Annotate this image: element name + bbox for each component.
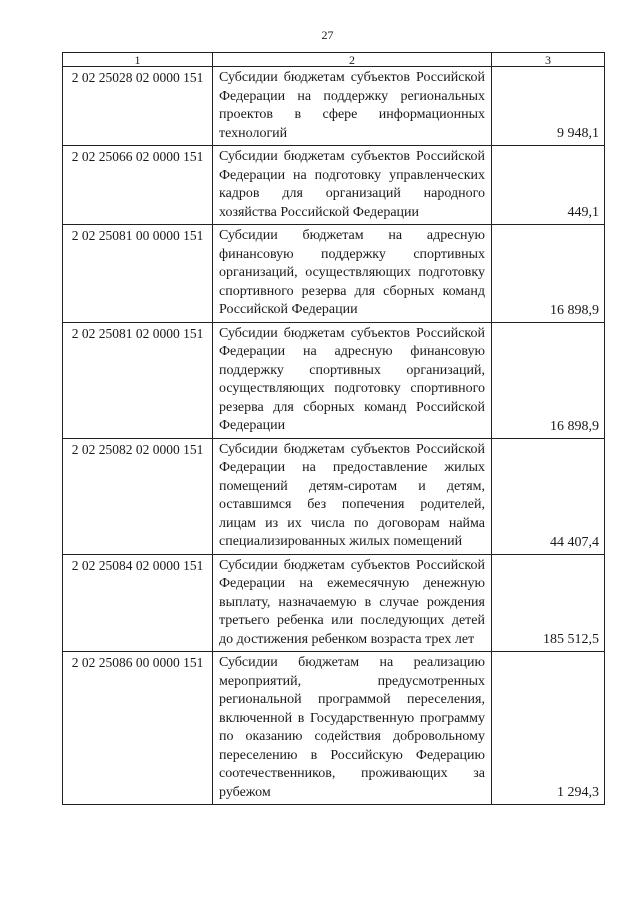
column-number-2: 2 — [213, 53, 492, 67]
table-row — [63, 225, 605, 323]
budget-code: 2 02 25084 02 0000 151 — [63, 554, 213, 652]
row-amount: 185 512,5 — [492, 554, 605, 652]
budget-table — [62, 52, 605, 805]
row-description: Субсидии бюджетам субъектов Российской Федерации на адресную финансовую поддержку спортивных организаций, осуществляющих подготовку спортивного резерва для сборных команд Российской Федерации — [213, 322, 492, 438]
page-number: 27 — [321, 28, 334, 42]
row-amount: 449,1 — [492, 146, 605, 225]
table-row — [63, 322, 605, 438]
column-number-1: 1 — [63, 53, 213, 67]
budget-code: 2 02 25082 02 0000 151 — [63, 438, 213, 554]
budget-code: 2 02 25066 02 0000 151 — [63, 146, 213, 225]
table-header-row — [63, 53, 605, 67]
row-description: Субсидии бюджетам субъектов Российской Федерации на подготовку управленческих кадров для организаций народного хозяйства Российской Федерации — [213, 146, 492, 225]
row-description: Субсидии бюджетам субъектов Российской Федерации на поддержку региональных проектов в сфере информационных технологий — [213, 67, 492, 146]
table-row — [63, 67, 605, 146]
budget-code: 2 02 25028 02 0000 151 — [63, 67, 213, 146]
row-amount: 9 948,1 — [492, 67, 605, 146]
row-description: Субсидии бюджетам на реализацию мероприятий, предусмотренных региональной программой переселения, включенной в Государственную программу по оказанию содействия добровольному переселению в Российскую Федерацию соотечественников, проживающих за рубежом — [213, 652, 492, 805]
budget-code: 2 02 25081 00 0000 151 — [63, 225, 213, 323]
table-row — [63, 554, 605, 652]
row-description: Субсидии бюджетам субъектов Российской Федерации на предоставление жилых помещений детям-сиротам и детям, оставшимся без попечения родителей, лицам из их числа по договорам найма специализированных жилых помещений — [213, 438, 492, 554]
budget-code: 2 02 25086 00 0000 151 — [63, 652, 213, 805]
table-row — [63, 146, 605, 225]
table-row — [63, 652, 605, 805]
column-number-3: 3 — [492, 53, 605, 67]
row-amount: 16 898,9 — [492, 322, 605, 438]
row-amount: 16 898,9 — [492, 225, 605, 323]
budget-code: 2 02 25081 02 0000 151 — [63, 322, 213, 438]
table-row — [63, 438, 605, 554]
row-amount: 44 407,4 — [492, 438, 605, 554]
row-description: Субсидии бюджетам на адресную финансовую поддержку спортивных организаций, осуществляющих подготовку спортивного резерва для сборных команд Российской Федерации — [213, 225, 492, 323]
row-amount: 1 294,3 — [492, 652, 605, 805]
row-description: Субсидии бюджетам субъектов Российской Федерации на ежемесячную денежную выплату, назначаемую в случае рождения третьего ребенка или последующих детей до достижения ребенком возраста трех лет — [213, 554, 492, 652]
